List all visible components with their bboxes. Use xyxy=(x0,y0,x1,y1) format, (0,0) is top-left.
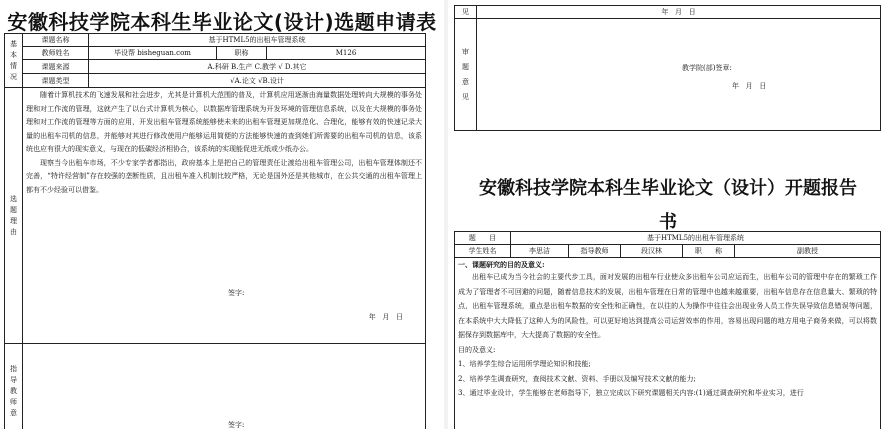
reason-paragraph-1: 随着计算机技术的飞速发展和社会进步，尤其是计算机大范围的普及，计算机应用逐渐由海量数据处理转向大规模的事务处理和对工作流的管理，这就产生了以台式计算机为核心，以数据库管理系统为开发环境的管理信息系统，以及在大规模的事务处理和对工作流的管理等方面的应用，开发出租车管理系统能够使未来的出租车管理更加规范化、合理化，能够有效的快速记录大量的出租车司机的信息，并能够对其进行修改使用户能够运用简便的方法能够快速的查到她们所需要的出租车司机的信息，该系统也应有很大的现实意义，与现在的低碳经济相协合，该系统的实现能促进无纸或少纸办公。 xyxy=(26,91,423,153)
reason-label: 选 题 理 由 xyxy=(5,88,23,344)
topic-type-label: 课题类型 xyxy=(23,74,89,88)
selection-form-table xyxy=(4,33,426,429)
purpose-item-1: 1、培养学生综合运用所学理论知识和技能; xyxy=(458,360,591,368)
purpose-cell xyxy=(455,258,881,429)
topic-label: 题 目 xyxy=(455,232,511,245)
reason-paragraph-2: 现察当今出租车市场，不少专家学者都指出，政府基本上是把自己的管理责任让渡给出租车管理公司，出租车管理体制还不完善，“特许经营制”存在较强的垄断性质，且出租车准入机制比较严格，无论是国外还是其他城市，在公共交通的出租车管理上都有不少经验可以借鉴。 xyxy=(26,158,423,194)
basic-info-label: 基 本 情 况 xyxy=(5,34,23,88)
purpose-item-3: 3、通过毕业设计，学生能够在老师指导下，独立完成以下研究课题相关内容:(1)通过调查研究和毕业实习，进行 xyxy=(458,389,804,397)
reason-sign: 签字: xyxy=(228,289,245,297)
review-opinion-label: 审 题 意 见 xyxy=(455,19,477,131)
purpose-item-2: 2、培养学生调查研究，查阅技术文献、资料、手册以及编写技术文献的能力; xyxy=(458,374,696,383)
proposal-report-title: 安徽科技学院本科生毕业论文（设计）开题报告 书 xyxy=(479,178,857,233)
topic-value: 基于HTML5的出租车管理系统 xyxy=(511,232,881,245)
teacher-name-label: 教师姓名 xyxy=(23,47,89,60)
teacher-name-value: 毕设帮 bisheguan.com xyxy=(89,47,217,60)
proposal-report-page xyxy=(448,0,888,429)
review-table xyxy=(454,5,881,131)
advisor-opinion-label: 指 导 教 师 意 xyxy=(5,344,23,429)
purpose-paragraph: 出租车已成为当今社会的主要代步工具，面对发展的出租车行业使众多出租车公司应运而生，出租车公司的管理中存在的繁琐工作成为了管理者不可回避的问题，随着信息技术的发展，出租车管理在日常的管理中也越来越重要，出租车信息存在信息量大、繁琐的特点，出租车管理系统，重点是出租车数据的安全性和正确性，在以往的人为操作中往往会出现业务人员工作失误导致信息错误等问题，在本系统中大大降低了这种人为的风险性，可以更好地达到提高公司运营效率的作用，容易出现问题的地方用电子商务来做，可以将数据保存到数据库中，大大提高了数据的安全性。 xyxy=(458,273,878,339)
advisor-opinion-cell xyxy=(23,344,426,429)
title-label: 职称 xyxy=(217,47,267,60)
selection-form-title: 安徽科技学院本科生毕业论文(设计)选题申请表 xyxy=(7,10,437,34)
dept-sign: 教学院(部)签章: xyxy=(682,64,732,72)
section-1-heading: 一、课题研究的目的及意义: xyxy=(458,260,545,269)
topic-source-label: 课题来源 xyxy=(23,60,89,74)
student-value: 李思洁 xyxy=(511,245,569,258)
rank-value: 副教授 xyxy=(735,245,881,258)
reason-cell xyxy=(23,88,426,344)
proposal-table xyxy=(454,231,881,429)
purpose-body xyxy=(458,270,877,401)
rank-label: 职 称 xyxy=(683,245,735,258)
advisor-value: 段汉林 xyxy=(621,245,683,258)
topic-name-value: 基于HTML5的出租车管理系统 xyxy=(89,34,426,47)
student-label: 学生姓名 xyxy=(455,245,511,258)
top-date: 年 月 日 xyxy=(477,6,881,19)
review-date: 年 月 日 xyxy=(732,82,767,90)
reason-date: 年 月 日 xyxy=(368,313,404,321)
topic-type-options: √A.论文 √B.设计 xyxy=(89,74,426,88)
purpose-label: 目的及意义: xyxy=(458,345,496,354)
see-cell: 见 xyxy=(455,6,477,19)
topic-source-options: A.科研 B.生产 C.教学 √ D.其它 xyxy=(89,60,426,74)
title-value: M126 xyxy=(267,47,426,60)
topic-name-label: 课题名称 xyxy=(23,34,89,47)
advisor-sign: 签字: xyxy=(228,421,245,429)
advisor-label: 指导教师 xyxy=(569,245,621,258)
review-opinion-cell xyxy=(477,19,881,131)
